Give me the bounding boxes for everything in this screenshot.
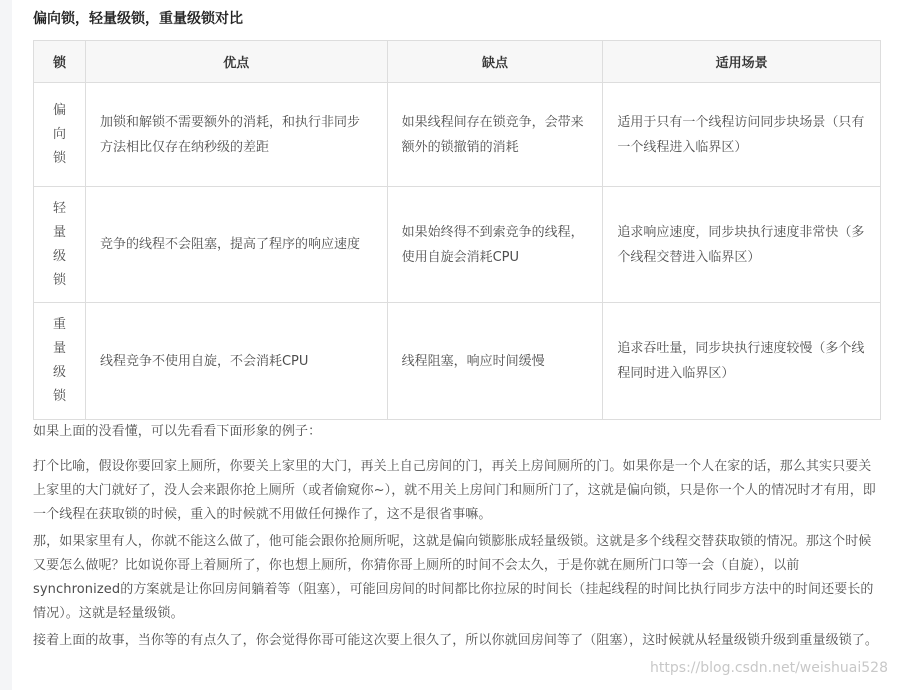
header-cons: 缺点: [387, 41, 603, 83]
scene-cell: 适用于只有一个线程访问同步块场景（只有一个线程进入临界区）: [603, 83, 881, 187]
lock-name: 轻量级锁: [52, 200, 66, 288]
left-margin-bar: [0, 0, 12, 690]
analogy-paragraph-biased: 打个比喻，假设你要回家上厕所，你要关上家里的大门，再关上自己房间的门，再关上房间厕所的门。如果你是一个人在家的话，那么其实只要关上家里的大门就好了，没人会来跟你抢上厕所（或者偷窥你~），就不用关上房间门和厕所门了，这就是偏向锁，只是你一个人的情况时才有用，即一个线程在获取锁的时候，重入的时候就不用做任何操作了，这不是很省事嘛。: [33, 459, 876, 522]
scene-cell: 追求响应速度，同步块执行速度非常快（多个线程交替进入临界区）: [603, 187, 881, 303]
scene-cell: 追求吞吐量，同步块执行速度较慢（多个线程同时进入临界区）: [603, 303, 881, 420]
intro-paragraph: 如果上面的没看懂，可以先看看下面形象的例子：: [33, 424, 322, 439]
table-row: [34, 303, 881, 420]
analogy-paragraph-heavyweight: 接着上面的故事，当你等的有点久了，你会觉得你哥可能这次要上很久了，所以你就回房间等了（阻塞），这时候就从轻量级锁升级到重量级锁了。: [33, 633, 879, 648]
cons-cell: 如果始终得不到索竞争的线程，使用自旋会消耗CPU: [387, 187, 603, 303]
table-row: [34, 187, 881, 303]
pros-cell: 竞争的线程不会阻塞，提高了程序的响应速度: [85, 187, 387, 303]
cons-cell: 如果线程间存在锁竞争，会带来额外的锁撤销的消耗: [387, 83, 603, 187]
header-pros: 优点: [85, 41, 387, 83]
table-header-row: [34, 41, 881, 83]
lock-comparison-table: [33, 40, 881, 420]
pros-cell: 线程竞争不使用自旋，不会消耗CPU: [85, 303, 387, 420]
lock-name: 偏向锁: [52, 102, 66, 166]
lock-cell: [34, 303, 86, 420]
cons-cell: 线程阻塞，响应时间缓慢: [387, 303, 603, 420]
header-lock: 锁: [34, 41, 86, 83]
section-heading: 偏向锁，轻量级锁，重量级锁对比: [33, 11, 243, 27]
lock-cell: [34, 187, 86, 303]
table-row: [34, 83, 881, 187]
header-scene: 适用场景: [603, 41, 881, 83]
pros-cell: 加锁和解锁不需要额外的消耗，和执行非同步方法相比仅存在纳秒级的差距: [85, 83, 387, 187]
analogy-paragraph-lightweight: 那，如果家里有人，你就不能这么做了，他可能会跟你抢厕所呢，这就是偏向锁膨胀成轻量级锁。这就是多个线程交替获取锁的情况。那这个时候又要怎么做呢？比如说你哥上着厕所了，你也想上厕所，你猜你哥上厕所的时间不会太久，于是你就在厕所门口等一会（自旋），以前synchronized的方案就是让你回房间躺着等（阻塞），可能回房间的时间都比你拉尿的时间长（挂起线程的时间比执行同步方法中的时间还要长的情况）。这就是轻量级锁。: [33, 534, 874, 621]
lock-name: 重量级锁: [52, 317, 66, 404]
watermark: https://blog.csdn.net/weishuai528: [650, 660, 888, 676]
lock-cell: [34, 83, 86, 187]
